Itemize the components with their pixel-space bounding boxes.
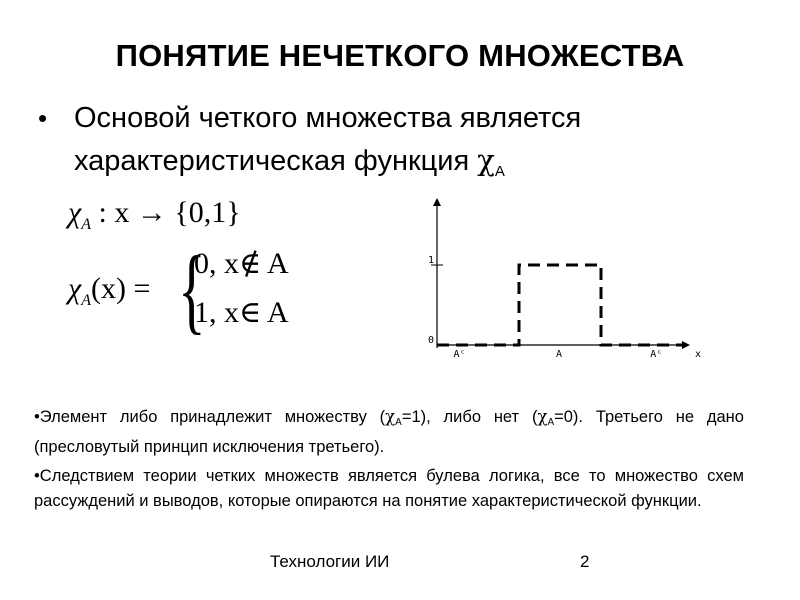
note-1-chi1: χ [385, 407, 396, 426]
formula2-lhs-rest: (x) = [90, 272, 151, 305]
note-1-sub1: A [395, 417, 402, 428]
note-1-prefix: •Элемент либо принадлежит множеству ( [34, 408, 386, 426]
bullet-dot: • [38, 103, 48, 133]
note-1-mid: =1), либо нет ( [401, 408, 538, 426]
chi-subscript: A [494, 163, 505, 180]
formula1-rest: : x → {0,1} [98, 196, 241, 229]
formula2-sub: A [81, 292, 91, 309]
page-title: ПОНЯТИЕ НЕЧЕТКОГО МНОЖЕСТВА [115, 38, 685, 73]
y-axis-arrow [433, 198, 441, 206]
main-bullet-line1: Основой четкого множества является [74, 102, 582, 134]
note-1 [34, 404, 744, 460]
notes [34, 404, 744, 518]
x-region-label: A [556, 349, 563, 360]
note-1-sub2: A [547, 417, 555, 428]
chart-marks [428, 255, 701, 360]
formula1-chi: χ [68, 196, 82, 229]
x-axis-label: x [695, 349, 702, 360]
note-1-chi2: χ [537, 407, 548, 426]
y-tick-label: 0 [428, 335, 435, 346]
formula2-chi: χ [68, 272, 82, 305]
main-bullet-line2-text: характеристическая функция [74, 145, 470, 177]
page-number: 2 [580, 552, 590, 571]
note-2: •Следствием теории четких множеств является булева логика, все то множество схем рассуждений и выводов, которые опираются на понятие характеристической функции. [34, 467, 744, 510]
note-1-end: =0). Третьего не дано (пресловутый принцип исключения третьего). [34, 408, 744, 456]
formula1-sub: A [81, 216, 91, 233]
x-region-label: Aᶜ [453, 349, 466, 360]
formula-case-inside: 1, x∈ A [194, 296, 289, 329]
series-line-chi-a [437, 265, 683, 345]
chi-symbol: χ [477, 143, 495, 177]
y-tick-label: 1 [428, 255, 435, 266]
x-axis-arrow [682, 341, 690, 349]
formula-brace: { [178, 236, 206, 343]
x-region-label: Aᶜ [650, 349, 663, 360]
formula-case-outside: 0, x∉ A [194, 247, 289, 280]
footer-course-title: Технологии ИИ [270, 552, 390, 571]
